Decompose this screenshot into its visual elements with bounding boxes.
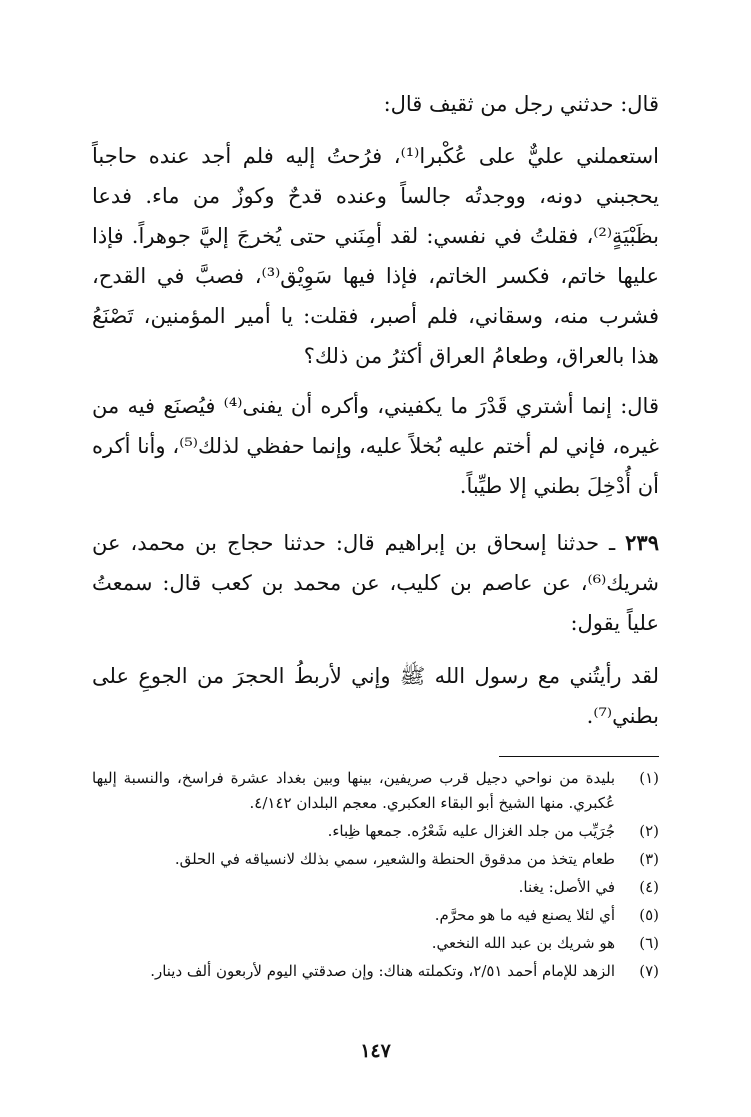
footnote-text: أي لئلا يصنع فيه ما هو محرَّم. <box>434 906 615 924</box>
footnote-number: (٤) <box>639 878 659 896</box>
footnote-text: هو شريك بن عبد الله النخعي. <box>431 934 615 952</box>
footnote-item <box>92 875 659 900</box>
footnote-text: جُرَيِّب من جلد الغزال عليه شَعْرُه. جمعها ظِباء. <box>327 822 615 840</box>
paragraph-4-text: ـ حدثنا إسحاق بن إبراهيم قال: حدثنا حجاج بن محمد، عن شريك⁽⁶⁾، عن عاصم بن كليب، عن محمد بن كعب قال: سمعتُ علياً يقول: <box>92 531 659 635</box>
paragraph-5: لقد رأيتُني مع رسول الله ﷺ وإني لأربطُ الحجرَ من الجوعِ على بطني⁽⁷⁾. <box>92 664 659 728</box>
paragraph-3: قال: إنما أشتري قَدْرَ ما يكفيني، وأكره أن يفنى⁽⁴⁾ فيُصنَع فيه من غيره، فإني لم أختم عليه بُخلاً عليه، وإنما حفظي لذلك⁽⁵⁾، وأنا أكره أن أُدْخِلَ بطني إلا طيِّباً. <box>92 394 659 498</box>
footnote-text: بليدة من نواحي دجيل قرب صريفين، بينها وبين بغداد عشرة فراسخ، والنسبة إليها عُكبري. منها الشيخ أبو البقاء العكبري. معجم البلدان ٤/١٤٢. <box>92 769 615 812</box>
footnote-divider <box>499 756 659 757</box>
footnote-number: (٢) <box>639 822 659 840</box>
footnote-item <box>92 847 659 872</box>
footnote-text: في الأصل: يغنا. <box>518 878 615 896</box>
footnote-item <box>92 959 659 984</box>
footnote-item <box>92 903 659 928</box>
footnote-item <box>92 931 659 956</box>
footnote-number: (٦) <box>639 934 659 952</box>
footnote-item <box>92 766 659 816</box>
footnote-number: (١) <box>639 769 659 787</box>
hadith-number: ٢٣٩ <box>625 530 659 555</box>
paragraph-2: استعملني عليٌّ على عُكْبرا⁽¹⁾، فرُحتُ إليه فلم أجد عنده حاجباً يحجبني دونه، ووجدتُه جالساً وعنده قدحٌ وكوزٌ من ماء. فدعا بظَبْيَةٍ⁽²⁾، فقلتُ في نفسي: لقد أمِنَني حتى يُخرجَ إليَّ جوهراً. فإذا عليها خاتم، فكسر الخاتم، فإذا فيها سَوِيْق⁽³⁾، فصبَّ في القدح، فشرب منه، وسقاني، فلم أصبر، فقلت: يا أمير المؤمنين، تَصْنَعُ هذا بالعراق، وطعامُ العراق أكثرُ من ذلك؟ <box>92 144 659 368</box>
book-page <box>92 0 659 1117</box>
footnote-number: (٥) <box>639 906 659 924</box>
footnote-text: طعام يتخذ من مدقوق الحنطة والشعير، سمي بذلك لانسياقه في الحلق. <box>174 850 615 868</box>
footnotes <box>92 766 659 987</box>
paragraph-1: قال: حدثني رجل من ثقيف قال: <box>383 92 659 116</box>
footnote-number: (٣) <box>639 850 659 868</box>
page-number: ١٤٧ <box>360 1040 391 1062</box>
footnote-item <box>92 819 659 844</box>
footnote-number: (٧) <box>639 962 659 980</box>
footnote-text: الزهد للإمام أحمد ٢/٥١، وتكملته هناك: وإن صدقتي اليوم لأربعون ألف دينار. <box>150 962 615 980</box>
paragraph-4 <box>92 523 659 643</box>
